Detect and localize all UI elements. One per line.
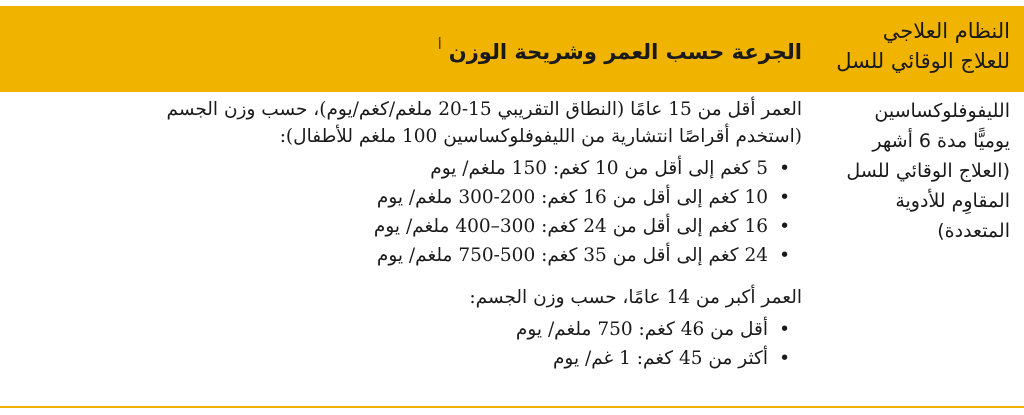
under15-intro-line: العمر أقل من 15 عامًا (النطاق التقريبي 15-20 ملغم/كغم/يوم)، حسب وزن الجسم — [166, 99, 802, 120]
table-header — [0, 6, 1024, 90]
list-item: • 24 كغم إلى أقل من 35 كغم: 500-750 ملغم/ يوم — [40, 241, 768, 270]
header-regimen-line: النظام العلاجي — [882, 19, 1010, 43]
over14-intro: العمر أكبر من 14 عامًا، حسب وزن الجسم: — [469, 287, 802, 308]
dosage-cell — [0, 92, 824, 404]
table-row — [0, 92, 1024, 404]
list-item: • أقل من 46 كغم: 750 ملغم/ يوم — [40, 315, 768, 344]
bottom-rule — [0, 406, 1024, 408]
list-item: • 5 كغم إلى أقل من 10 كغم: 150 ملغم/ يوم — [40, 154, 768, 183]
under15-list — [40, 154, 802, 270]
header-regimen — [824, 6, 1024, 90]
list-item: • أكثر من 45 كغم: 1 غم/ يوم — [40, 344, 768, 373]
header-dosage-text: الجرعة حسب العمر وشريحة الوزن — [448, 40, 802, 64]
list-item: • 10 كغم إلى أقل من 16 كغم: 200-300 ملغم/ يوم — [40, 183, 768, 212]
regimen-cell — [824, 92, 1024, 404]
over14-list — [40, 315, 802, 373]
regimen-line: يوميًّا مدة 6 أشهر — [872, 130, 1010, 152]
footnote-marker: أ — [438, 38, 442, 52]
under15-intro-line: (استخدم أقراصًا انتشارية من الليفوفلوكساسين 100 ملغم للأطفال): — [279, 126, 802, 147]
regimen-line: (العلاج الوقائي للسل — [846, 160, 1010, 182]
header-regimen-line: للعلاج الوقائي للسل — [836, 49, 1010, 73]
under15-intro — [40, 96, 802, 150]
spacer — [40, 270, 802, 284]
regimen-line: الليفوفلوكساسين — [874, 100, 1010, 122]
list-item: • 16 كغم إلى أقل من 24 كغم: 300–400 ملغم/ يوم — [40, 212, 768, 241]
header-dosage — [0, 6, 824, 90]
regimen-line: المقاوِم للأدوية — [895, 190, 1010, 212]
regimen-line: المتعددة) — [937, 220, 1010, 242]
